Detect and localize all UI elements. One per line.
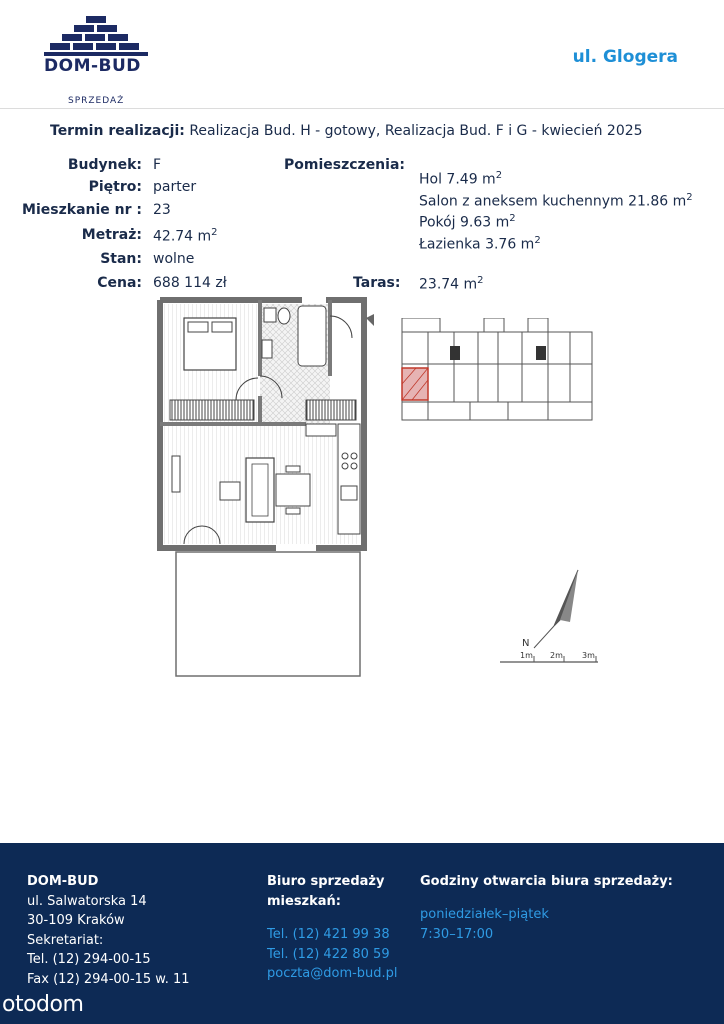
office-hours	[420, 872, 673, 892]
company-address-street: ul. Salwatorska 14	[27, 893, 147, 909]
taras-exponent: 2	[477, 275, 484, 286]
room-text: Hol 7.49 m	[419, 171, 496, 188]
company-fax: Fax (12) 294-00-15 w. 11	[27, 971, 190, 987]
company-info	[27, 872, 190, 989]
logo-subtitle: SPRZEDAŻ	[68, 96, 125, 106]
office-heading-2: mieszkań:	[267, 893, 341, 909]
room-item	[419, 170, 502, 188]
floor-plan[interactable]	[156, 296, 376, 684]
taras-number: 23.74 m	[419, 276, 478, 293]
building-key-plan[interactable]	[398, 318, 602, 428]
metraz-number: 42.74 m	[153, 228, 212, 245]
room-item	[419, 235, 541, 253]
hours-time: 7:30–17:00	[420, 926, 494, 942]
scale-label: 2m	[550, 651, 563, 660]
mieszkanie-value: 23	[153, 202, 171, 218]
termin-label: Termin realizacji:	[50, 123, 185, 139]
mieszkanie-label: Mieszkanie nr :	[22, 202, 142, 218]
room-exponent: 2	[495, 170, 503, 181]
company-address-city: 30-109 Kraków	[27, 913, 125, 928]
metraz-label: Metraż:	[81, 227, 142, 243]
termin-value: Realizacja Bud. H - gotowy, Realizacja Bud. F i G - kwiecień 2025	[189, 123, 643, 139]
compass-and-scale	[498, 568, 602, 670]
room-item	[419, 213, 516, 231]
room-exponent: 2	[686, 192, 693, 203]
taras-value	[419, 275, 484, 293]
cena-label: Cena:	[97, 275, 142, 291]
otodom-watermark: otodom	[2, 992, 84, 1017]
sales-office	[267, 872, 384, 911]
office-email-link[interactable]: poczta@dom-bud.pl	[267, 966, 398, 981]
floor-plan-drawing	[156, 296, 376, 680]
hours-days: poniedziałek–piątek	[420, 907, 549, 922]
office-hours-values	[420, 905, 549, 944]
budynek-label: Budynek:	[67, 157, 142, 173]
termin-realizacji	[50, 123, 643, 139]
company-phone: Tel. (12) 294-00-15	[27, 952, 151, 967]
north-arrow-icon	[498, 568, 602, 666]
room-text: Łazienka 3.76 m	[419, 236, 535, 253]
company-name: DOM-BUD	[27, 874, 99, 889]
room-text: Salon z aneksem kuchennym 21.86 m	[419, 193, 687, 210]
sales-office-contacts	[267, 925, 398, 984]
room-text: Pokój 9.63 m	[419, 214, 510, 231]
room-exponent: 2	[534, 235, 541, 246]
hours-heading: Godziny otwarcia biura sprzedaży:	[420, 874, 673, 889]
budynek-value: F	[153, 157, 162, 173]
logo-name: DOM-BUD	[44, 56, 141, 76]
cena-value: 688 114 zł	[153, 275, 227, 291]
stan-label: Stan:	[100, 251, 142, 267]
brick-logo-icon	[40, 14, 152, 58]
header-divider	[0, 108, 724, 109]
office-phone-2[interactable]: Tel. (12) 422 80 59	[267, 946, 390, 962]
pietro-value: parter	[153, 179, 197, 195]
dom-bud-logo[interactable]	[40, 14, 156, 106]
room-exponent: 2	[509, 213, 516, 224]
metraz-value	[153, 227, 218, 245]
footer	[0, 843, 724, 1024]
room-item	[419, 192, 693, 210]
office-phone-1[interactable]: Tel. (12) 421 99 38	[267, 927, 390, 942]
metraz-exponent: 2	[211, 227, 218, 238]
taras-label: Taras:	[353, 275, 401, 291]
office-heading: Biuro sprzedaży	[267, 874, 385, 889]
pomieszczenia-label: Pomieszczenia:	[284, 157, 405, 173]
secretariat-label: Sekretariat:	[27, 932, 104, 948]
scale-label: 1m	[520, 651, 533, 660]
stan-value: wolne	[153, 251, 195, 267]
street-name: ul. Glogera	[572, 47, 678, 67]
key-plan-drawing	[398, 318, 602, 424]
scale-label: 3m	[582, 651, 595, 660]
pietro-label: Piętro:	[88, 179, 142, 195]
north-label: N	[522, 638, 530, 649]
